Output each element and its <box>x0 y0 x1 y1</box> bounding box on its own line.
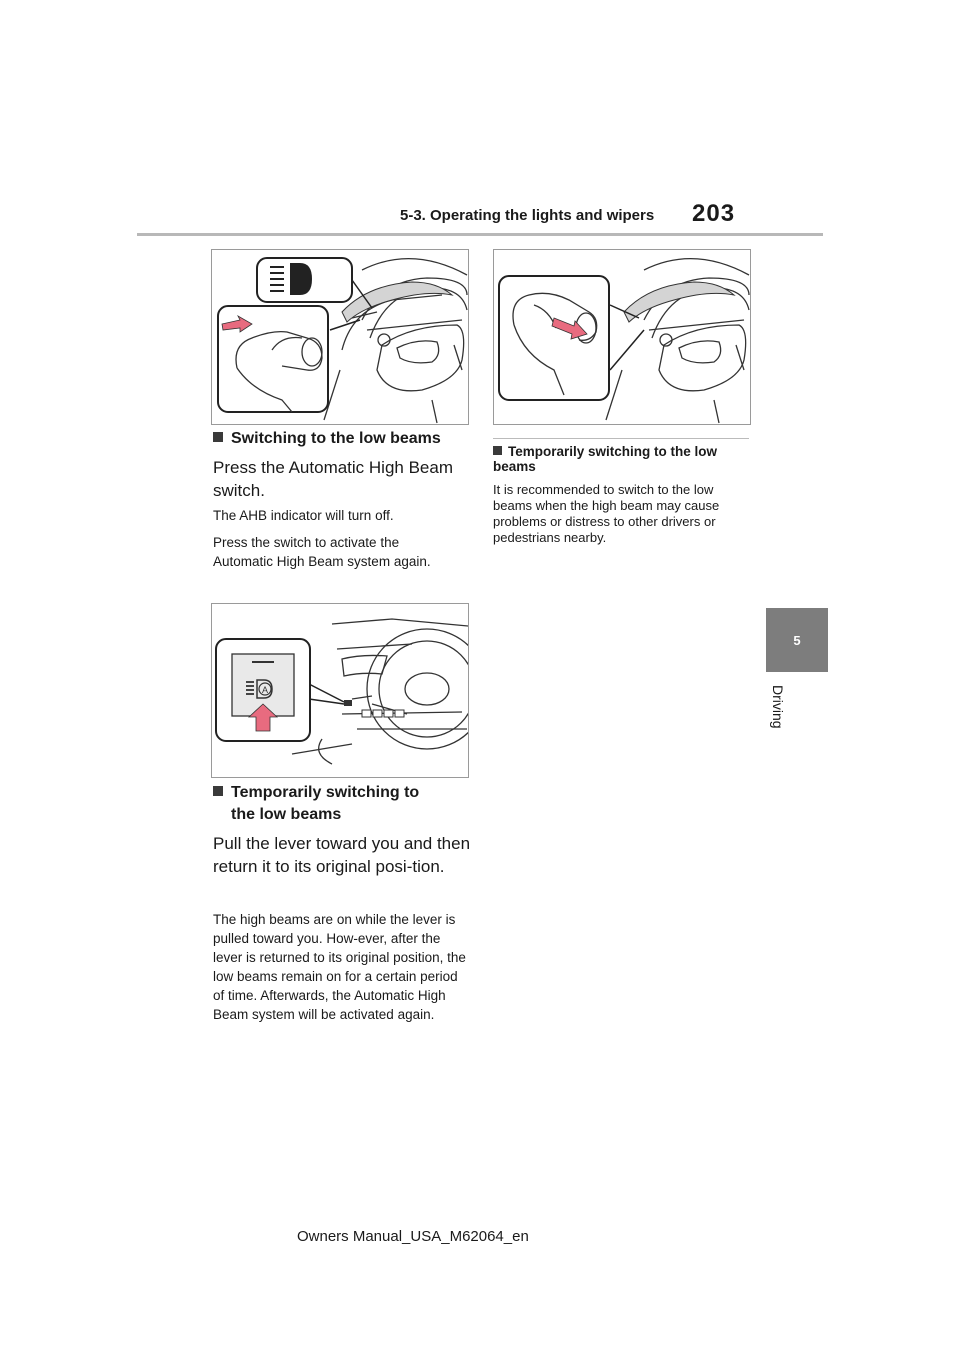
section-heading <box>493 444 753 474</box>
note-text: The AHB indicator will turn off. <box>213 508 394 523</box>
heading-text-line2: the low beams <box>231 806 342 823</box>
chapter-label: Driving <box>770 685 786 729</box>
section-heading <box>213 782 473 826</box>
instruction-text: Press the Automatic High Beam switch. <box>213 458 454 500</box>
lever-pull-illustration <box>493 249 751 425</box>
instruction-text: Pull the lever toward you and then return it to its original posi-tion. <box>213 834 471 876</box>
note-text: The high beams are on while the lever is pulled toward you. How-ever, after the lever is returned to its original position, the low beams remain on for a certain period of time. Afterwards, the Automatic High Beam system will be activated again. <box>213 912 466 1022</box>
chapter-label-container <box>770 685 825 755</box>
bullet-square-icon <box>213 786 223 796</box>
ahb-letter-icon: A <box>262 685 269 695</box>
heading-text: Temporarily switching to the low beams <box>493 444 718 474</box>
manual-id: Owners Manual_USA_M62064_en <box>297 1228 529 1245</box>
page-number: 203 <box>692 200 736 227</box>
header-divider <box>137 233 823 236</box>
note-text: It is recommended to switch to the low beams when the high beam may cause problems or distress to other drivers or pedestrians nearby. <box>493 482 720 545</box>
chapter-tab <box>766 608 828 672</box>
bullet-square-icon <box>493 446 502 455</box>
chapter-number: 5 <box>793 632 801 648</box>
note-text: Press the switch to activate the Automatic High Beam system again. <box>213 535 431 569</box>
heading-text-line1: Temporarily switching to <box>231 784 420 801</box>
bullet-square-icon <box>213 432 223 442</box>
section-title: 5-3. Operating the lights and wipers <box>400 207 655 224</box>
section-divider <box>493 438 749 439</box>
heading-text: Switching to the low beams <box>231 430 441 447</box>
section-heading <box>213 428 473 450</box>
lever-push-illustration <box>211 249 469 425</box>
ahb-switch-illustration <box>211 603 469 778</box>
